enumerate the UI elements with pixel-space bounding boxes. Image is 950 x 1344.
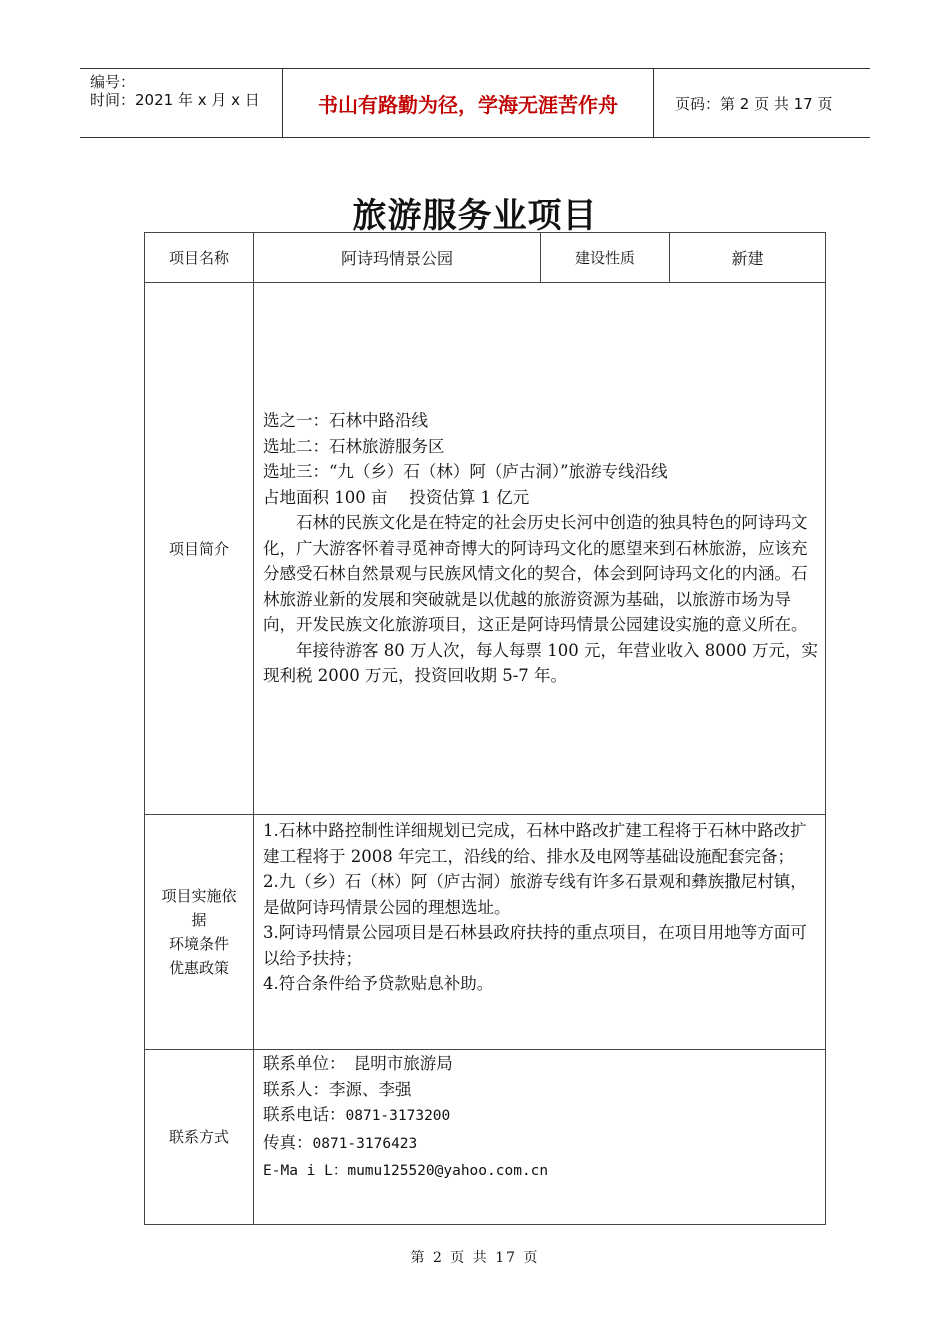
project-name-label: 项目名称 [145,233,254,283]
basis-item-2: 2.九（乡）石（林）阿（庐古洞）旅游专线有许多石景观和彝族撒尼村镇，是做阿诗玛情景公园的理想选址。 [263,872,807,917]
intro-paragraph: 石林的民族文化是在特定的社会历史长河中创造的独具特色的阿诗玛文化，广大游客怀着寻觅神奇博大的阿诗玛文化的愿望来到石林旅游，应该充分感受石林自然景观与民族风情文化的契合，体会到阿诗玛文化的内涵。石林旅游业新的发展和突破就是以优越的旅游资源为基础，以旅游市场为导向，开发民族文化旅游项目，这正是阿诗玛情景公园建设实施的意义所在。 [263,513,808,635]
table-row [145,283,826,815]
project-nature-value: 新建 [670,233,826,283]
contact-label: 联系方式 [145,1050,254,1225]
basis-item-1: 1.石林中路控制性详细规划已完成，石林中路改扩建工程将于石林中路改扩建工程将于 2008 年完工，沿线的给、排水及电网等基础设施配套完备； [263,821,807,866]
project-nature-label: 建设性质 [541,233,670,283]
header-number: 编号： [90,73,136,91]
site-option-2: 选址二：石林旅游服务区 [263,436,445,456]
site-option-3: 选址三：“九（乡）石（林）阿（庐古洞）”旅游专线沿线 [263,462,668,482]
header-motto: 书山有路勤为径，学海无涯苦作舟 [318,92,618,117]
contact-unit: 联系单位： 昆明市旅游局 [263,1054,453,1073]
header-page-info: 页码：第 2 页 共 17 页 [675,94,833,113]
contact-phone: 联系电话：0871-3173200 [263,1105,451,1124]
contact-person: 联系人：李源、李强 [263,1079,412,1099]
basis-item-4: 4.符合条件给予贷款贴息补助。 [263,974,494,993]
contact-email: E-Ma i L：mumu125520@yahoo.com.cn [263,1163,549,1179]
page-header [80,68,870,138]
site-option-1: 选之一：石林中路沿线 [263,411,428,431]
page-footer: 第 2 页 共 17 页 [410,1250,540,1266]
table-row [145,815,826,1050]
basis-item-3: 3.阿诗玛情景公园项目是石林县政府扶持的重点项目，在项目用地等方面可以给予扶持； [263,923,807,968]
basis-label: 项目实施依 据 环境条件 优惠政策 [145,815,254,1050]
intro-content [254,283,826,815]
header-divider [653,69,654,137]
header-meta [80,69,282,137]
table-row [145,233,826,283]
intro-label: 项目简介 [145,283,254,815]
table-row [145,1050,826,1225]
revenue-paragraph: 年接待游客 80 万人次，每人每票 100 元，年营业收入 8000 万元，实现利税 2000 万元，投资回收期 5-7 年。 [263,640,818,686]
project-table [144,232,826,1225]
area-investment: 占地面积 100 亩 投资估算 1 亿元 [263,487,530,507]
basis-content [254,815,826,1050]
contact-fax: 传真：0871-3176423 [263,1132,418,1152]
header-time: 时间：2021 年 x 月 x 日 [90,91,260,109]
project-name-value: 阿诗玛情景公园 [254,233,541,283]
contact-content [254,1050,826,1225]
document-title: 旅游服务业项目 [352,196,598,236]
